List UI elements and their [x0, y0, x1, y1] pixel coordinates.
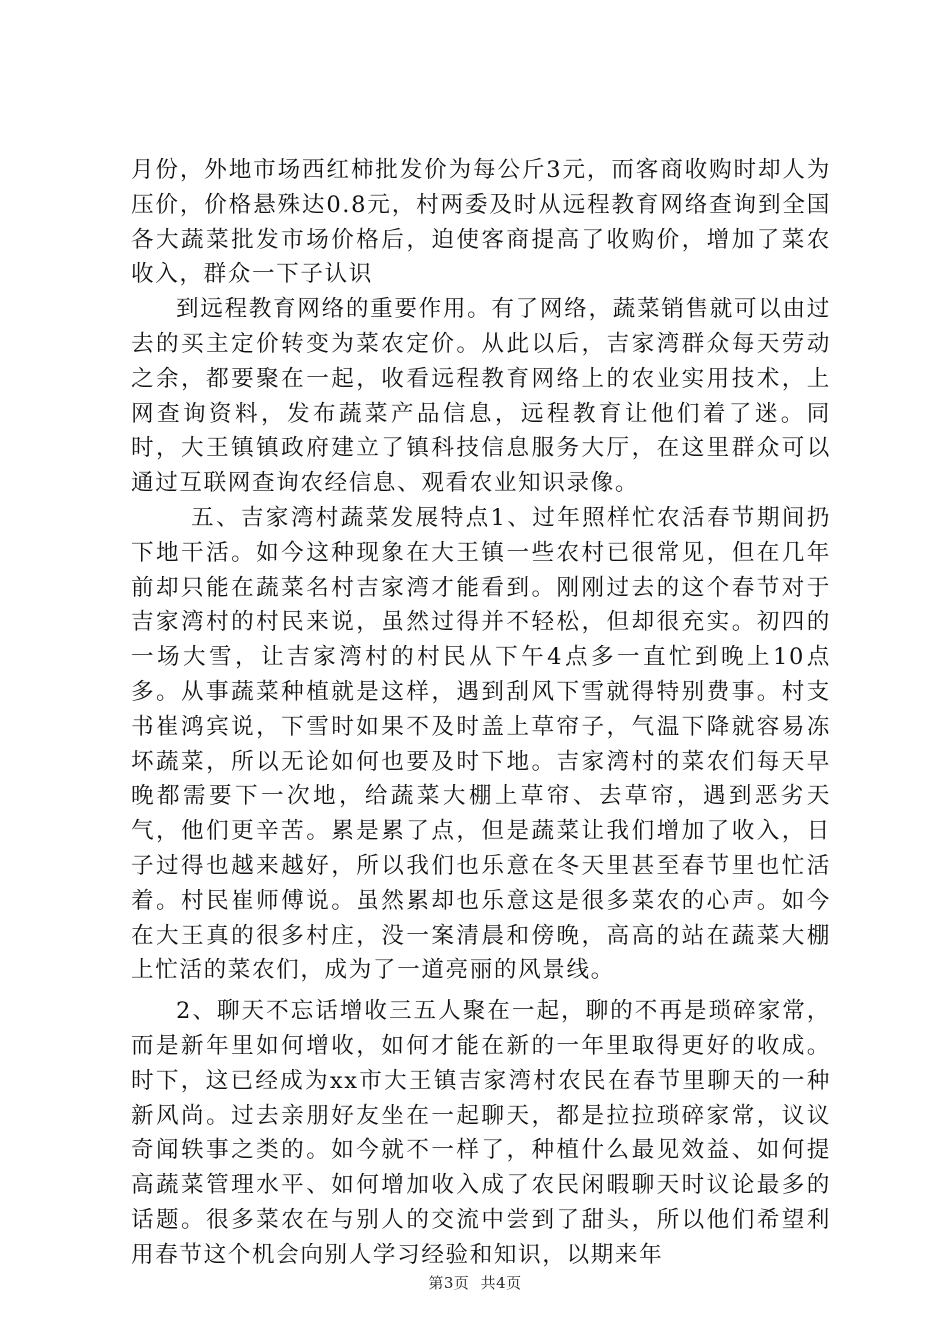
- page-footer: [0, 1273, 950, 1293]
- paragraph-3: 五、吉家湾村蔬菜发展特点1、过年照样忙农活春节期间扔下地干活。如今这种现象在大王镇一些农村已很常见，但在几年前却只能在蔬菜名村吉家湾才能看到。刚刚过去的这个春节对于吉家湾村的村民来说，虽然过得并不轻松，但却很充实。初四的一场大雪，让吉家湾村的村民从下午4点多一直忙到晚上10点多。从事蔬菜种植就是这样，遇到刮风下雪就得特别费事。村支书崔鸿宾说，下雪时如果不及时盖上草帘子，气温下降就容易冻坏蔬菜，所以无论如何也要及时下地。吉家湾村的菜农们每天早晚都需要下一次地，给蔬菜大棚上草帘、去草帘，遇到恶劣天气，他们更辛苦。累是累了点，但是蔬菜让我们增加了收入，日子过得也越来越好，所以我们也乐意在冬天里甚至春节里也忙活着。村民崔师傅说。虽然累却也乐意这是很多菜农的心声。如今在大王真的很多村庄，没一案清晨和傍晚，高高的站在蔬菜大棚上忙活的菜农们，成为了一道亮丽的风景线。: [131, 504, 831, 984]
- document-body: [131, 153, 831, 1273]
- page-number: 第3页: [428, 1274, 470, 1292]
- page-total: 共4页: [480, 1274, 522, 1292]
- paragraph-2: 到远程教育网络的重要作用。有了网络，蔬菜销售就可以由过去的买主定价转变为菜农定价。从此以后，吉家湾群众每天劳动之余，都要聚在一起，收看远程教育网络上的农业实用技术，上网查询资料，发布蔬菜产品信息，远程教育让他们着了迷。同时，大王镇镇政府建立了镇科技信息服务大厅，在这里群众可以通过互联网查询农经信息、观看农业知识录像。: [131, 296, 831, 497]
- paragraph-1: 月份，外地市场西红柿批发价为每公斤3元，而客商收购时却人为压价，价格悬殊达0.8元，村两委及时从远程教育网络查询到全国各大蔬菜批发市场价格后，迫使客商提高了收购价，增加了菜农收入，群众一下子认识: [131, 157, 831, 288]
- paragraph-4: 2、聊天不忘话增收三五人聚在一起，聊的不再是琐碎家常，而是新年里如何增收，如何才能在新的一年里取得更好的收成。时下，这已经成为xx市大王镇吉家湾村农民在春节里聊天的一种新风尚。过去亲朋好友坐在一起聊天，都是拉拉琐碎家常，议议奇闻轶事之类的。如今就不一样了，种植什么最见效益、如何提高蔬菜管理水平、如何增加收入成了农民闲暇聊天时议论最多的话题。很多菜农在与别人的交流中尝到了甜头，所以他们希望利用春节这个机会向别人学习经验和知识，以期来年: [131, 998, 831, 1268]
